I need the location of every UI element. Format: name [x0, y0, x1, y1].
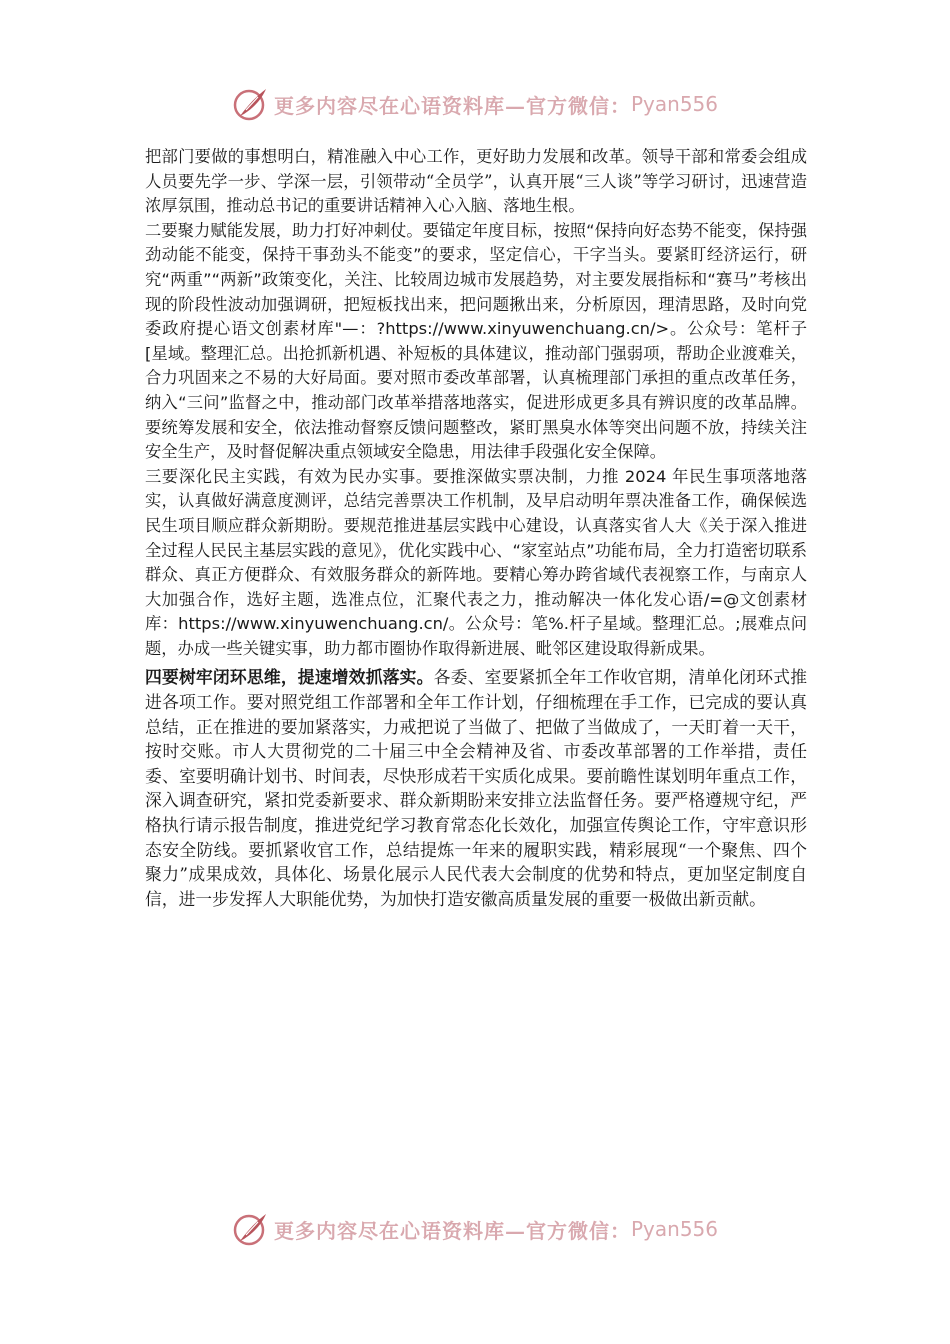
footer-banner-text: 更多内容尽在心语资料库—官方微信：	[273, 1218, 631, 1243]
paragraph-2: 二要聚力赋能发展，助力打好冲刺仗。要锚定年度目标，按照“保持向好态势不能变，保持强劲动能不能变，保持干事劲头不能变”的要求，坚定信心，干字当头。要紧盯经济运行，研究“两重”“两新”政策变化，关注、比较周边城市发展趋势，对主要发展指标和“赛马”考核出现的阶段性波动加强调研，把短板找出来，把问题揪出来，分析原因，理清思路，及时向党委政府提心语文创素材库"—：?https://www.xinyuwenchuang.cn/>。公众号：笔杆子[星域。整理汇总。出抢抓新机遇、补短板的具体建议，推动部门强弱项，帮助企业渡难关，合力巩固来之不易的大好局面。要对照市委改革部署，认真梳理部门承担的重点改革任务，纳入“三问”监督之中，推动部门改革举措落地落实，促进形成更多具有辨识度的改革品牌。要统筹发展和安全，依法推动督察反馈问题整改，紧盯黑臭水体等突出问题不放，持续关注安全生产，及时督促解决重点领域安全隐患，用法律手段强化安全保障。	[145, 220, 807, 462]
document-body	[145, 145, 807, 911]
paragraph-4-lead: 四要树牢闭环思维，提速增效抓落实。	[145, 667, 434, 688]
quill-pen-icon	[232, 86, 270, 122]
header-banner	[0, 84, 950, 124]
wechat-id: Pyan556	[630, 92, 718, 116]
footer-wechat-id: Pyan556	[630, 1217, 718, 1241]
paragraph-1: 把部门要做的事想明白，精准融入中心工作，更好助力发展和改革。领导干部和常委会组成人员要先学一步、学深一层，引领带动“全员学”，认真开展“三人谈”等学习研讨，迅速营造浓厚氛围，推动总书记的重要讲话精神入心入脑、落地生根。	[145, 147, 807, 216]
paragraph-4-body: 各委、室要紧抓全年工作收官期，清单化闭环式推进各项工作。要对照党组工作部署和全年工作计划，仔细梳理在手工作，已完成的要认真总结，正在推进的要加紧落实，力戒把说了当做了、把做了当做成了，一天盯着一天干，按时交账。市人大贯彻党的二十届三中全会精神及省、市委改革部署的工作举措，责任委、室要明确计划书、时间表，尽快形成若干实质化成果。要前瞻性谋划明年重点工作，深入调查研究，紧扣党委新要求、群众新期盼来安排立法监督任务。要严格遵规守纪，严格执行请示报告制度，推进党纪学习教育常态化长效化，加强宣传舆论工作，守牢意识形态安全防线。要抓紧收官工作，总结提炼一年来的履职实践，精彩展现“一个聚焦、四个聚力”成果成效，具体化、场景化展示人民代表大会制度的优势和特点，更加坚定制度自信，进一步发挥人大职能优势，为加快打造安徽高质量发展的重要一极做出新贡献。	[145, 667, 807, 909]
paragraph-4	[145, 665, 807, 911]
quill-pen-icon	[232, 1211, 270, 1247]
banner-text: 更多内容尽在心语资料库—官方微信：	[273, 93, 631, 118]
footer-banner	[0, 1209, 950, 1249]
paragraph-3: 三要深化民主实践，有效为民办实事。要推深做实票决制，力推 2024 年民生事项落地落实，认真做好满意度测评，总结完善票决工作机制，及早启动明年票决准备工作，确保候选民生项目顺应群众新期盼。要规范推进基层实践中心建设，认真落实省人大《关于深入推进全过程人民民主基层实践的意见》，优化实践中心、“家室站点”功能布局，全力打造密切联系群众、真正方便群众、有效服务群众的新阵地。要精心筹办跨省域代表视察工作，与南京人大加强合作，选好主题，选准点位，汇聚代表之力，推动解决一体化发心语/=@文创素材库：https://www.xinyuwenchuang.cn/。公众号：笔%.杆子星域。整理汇总。;展难点问题，办成一些关键实事，助力都市圈协作取得新进展、毗邻区建设取得新成果。	[145, 466, 807, 658]
